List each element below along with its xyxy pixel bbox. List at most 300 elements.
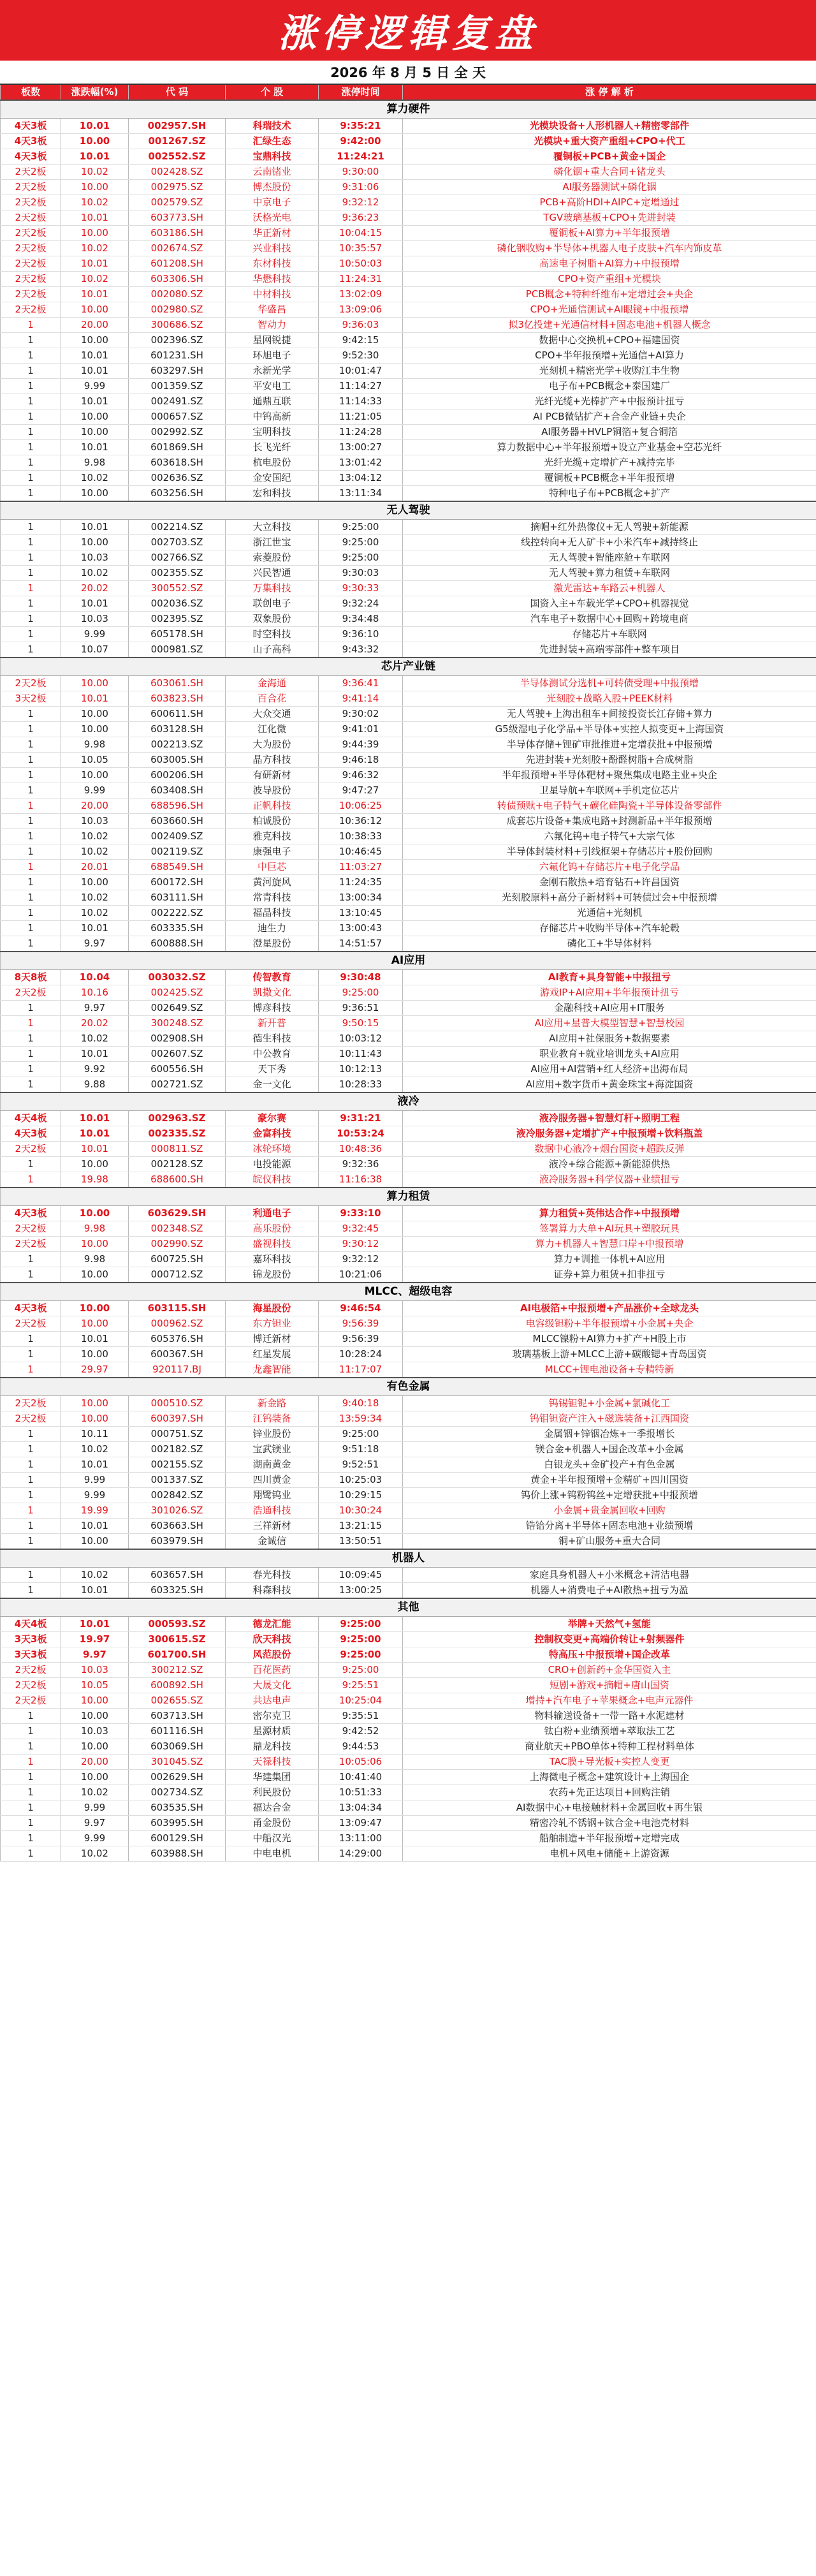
table-row bbox=[1, 890, 816, 906]
stock-name: 三祥新材 bbox=[226, 1519, 319, 1534]
stock-code: 600367.SH bbox=[129, 1347, 226, 1362]
stock-name: 博杰股份 bbox=[226, 180, 319, 195]
limit-up-time: 9:46:54 bbox=[319, 1301, 403, 1316]
board-count: 2天2板 bbox=[1, 1693, 61, 1709]
stock-code: 002734.SZ bbox=[129, 1785, 226, 1800]
stock-code: 600556.SH bbox=[129, 1062, 226, 1077]
header-change: 涨跌幅(%) bbox=[61, 85, 129, 100]
table-row bbox=[1, 1411, 816, 1427]
limit-up-time: 10:06:25 bbox=[319, 799, 403, 814]
limit-up-reason: 职业教育+就业培训龙头+AI应用 bbox=[403, 1047, 816, 1062]
stock-code: 603988.SH bbox=[129, 1846, 226, 1862]
board-count: 1 bbox=[1, 799, 61, 814]
stock-name: 百合花 bbox=[226, 691, 319, 707]
limit-up-reason: MLCC镍粉+AI算力+扩产+H股上市 bbox=[403, 1332, 816, 1347]
stock-code: 603535.SH bbox=[129, 1800, 226, 1816]
stock-code: 603069.SH bbox=[129, 1739, 226, 1755]
stock-code: 002963.SZ bbox=[129, 1111, 226, 1126]
limit-up-time: 11:24:31 bbox=[319, 272, 403, 287]
table-row bbox=[1, 1709, 816, 1724]
board-count: 1 bbox=[1, 722, 61, 737]
change-pct: 20.00 bbox=[61, 799, 129, 814]
limit-up-reason: 光刻胶+战略入股+PEEK材料 bbox=[403, 691, 816, 707]
limit-up-reason: 游戏IP+AI应用+半年报预计扭亏 bbox=[403, 985, 816, 1001]
stock-name: 锦龙股份 bbox=[226, 1267, 319, 1283]
stock-name: 中电电机 bbox=[226, 1846, 319, 1862]
limit-up-time: 10:03:12 bbox=[319, 1031, 403, 1047]
board-count: 4天3板 bbox=[1, 1126, 61, 1142]
board-count: 2天2板 bbox=[1, 1237, 61, 1252]
limit-up-reason: 覆铜板+PCB概念+半年报预增 bbox=[403, 471, 816, 486]
limit-up-time: 9:36:23 bbox=[319, 210, 403, 226]
board-count: 3天3板 bbox=[1, 1647, 61, 1663]
stock-name: 福达合金 bbox=[226, 1800, 319, 1816]
table-row bbox=[1, 1031, 816, 1047]
limit-up-reason: 光通信+光刻机 bbox=[403, 906, 816, 921]
change-pct: 10.02 bbox=[61, 165, 129, 180]
stock-code: 300615.SZ bbox=[129, 1632, 226, 1647]
table-row bbox=[1, 1831, 816, 1846]
change-pct: 10.01 bbox=[61, 440, 129, 455]
stock-name: 宝武镁业 bbox=[226, 1442, 319, 1457]
change-pct: 10.00 bbox=[61, 302, 129, 318]
stock-code: 301026.SZ bbox=[129, 1503, 226, 1519]
limit-up-time: 9:35:21 bbox=[319, 119, 403, 134]
table-row bbox=[1, 627, 816, 642]
limit-up-reason: 覆铜板+PCB+黄金+国企 bbox=[403, 149, 816, 165]
limit-up-reason: 半导体封装材料+引线框架+存储芯片+股份回购 bbox=[403, 844, 816, 860]
limit-up-reason: 物料输送设备+一带一路+水泥建材 bbox=[403, 1709, 816, 1724]
table-row bbox=[1, 722, 816, 737]
board-count: 2天2板 bbox=[1, 1411, 61, 1427]
board-count: 1 bbox=[1, 627, 61, 642]
board-count: 1 bbox=[1, 520, 61, 535]
board-count: 1 bbox=[1, 1709, 61, 1724]
board-count: 1 bbox=[1, 333, 61, 348]
stock-name: 嘉环科技 bbox=[226, 1252, 319, 1267]
limit-up-reason: 机器人+消费电子+AI散热+扭亏为盈 bbox=[403, 1583, 816, 1599]
board-count: 1 bbox=[1, 1332, 61, 1347]
table-row bbox=[1, 1442, 816, 1457]
table-row bbox=[1, 1347, 816, 1362]
change-pct: 10.00 bbox=[61, 1396, 129, 1411]
limit-up-reason: 六氟化钨+电子特气+大宗气体 bbox=[403, 829, 816, 844]
stock-name: 科森科技 bbox=[226, 1583, 319, 1599]
table-body bbox=[1, 100, 816, 1862]
limit-up-reason: 证券+算力租赁+扣非扭亏 bbox=[403, 1267, 816, 1283]
limit-up-time: 13:59:34 bbox=[319, 1411, 403, 1427]
board-count: 2天2板 bbox=[1, 226, 61, 241]
board-count: 1 bbox=[1, 1800, 61, 1816]
limit-up-reason: 金融科技+AI应用+IT服务 bbox=[403, 1001, 816, 1016]
board-count: 1 bbox=[1, 596, 61, 612]
change-pct: 10.00 bbox=[61, 1739, 129, 1755]
limit-up-reason: AI应用+社保服务+数据要素 bbox=[403, 1031, 816, 1047]
limit-up-time: 9:52:51 bbox=[319, 1457, 403, 1473]
table-row bbox=[1, 970, 816, 985]
stock-code: 605178.SH bbox=[129, 627, 226, 642]
limit-up-reason: 白银龙头+金矿投产+有色金属 bbox=[403, 1457, 816, 1473]
board-count: 4天3板 bbox=[1, 149, 61, 165]
limit-up-reason: 无人驾驶+智能座舱+车联网 bbox=[403, 550, 816, 566]
change-pct: 10.05 bbox=[61, 753, 129, 768]
board-count: 2天2板 bbox=[1, 272, 61, 287]
board-count: 1 bbox=[1, 612, 61, 627]
board-count: 1 bbox=[1, 1770, 61, 1785]
table-row bbox=[1, 1816, 816, 1831]
board-count: 2天2板 bbox=[1, 256, 61, 272]
stock-name: 宝明科技 bbox=[226, 425, 319, 440]
limit-up-time: 9:30:48 bbox=[319, 970, 403, 985]
change-pct: 29.97 bbox=[61, 1362, 129, 1378]
stock-name: 东方钽业 bbox=[226, 1316, 319, 1332]
limit-up-time: 9:33:10 bbox=[319, 1206, 403, 1221]
sector-name: 芯片产业链 bbox=[1, 658, 816, 676]
change-pct: 9.99 bbox=[61, 1831, 129, 1846]
sector-name: 无人驾驶 bbox=[1, 501, 816, 520]
sector-name: MLCC、超级电容 bbox=[1, 1283, 816, 1301]
limit-up-time: 13:00:25 bbox=[319, 1583, 403, 1599]
board-count: 1 bbox=[1, 1047, 61, 1062]
change-pct: 10.00 bbox=[61, 226, 129, 241]
limit-up-reason: 金刚石散热+培育钻石+许昌国资 bbox=[403, 875, 816, 890]
limit-up-time: 9:25:00 bbox=[319, 550, 403, 566]
table-row bbox=[1, 1473, 816, 1488]
limit-up-time: 13:00:34 bbox=[319, 890, 403, 906]
limit-up-reason: 数据中心液冷+烟台国资+超跌反弹 bbox=[403, 1142, 816, 1157]
stock-code: 601700.SH bbox=[129, 1647, 226, 1663]
stock-code: 003032.SZ bbox=[129, 970, 226, 985]
stock-code: 002036.SZ bbox=[129, 596, 226, 612]
change-pct: 10.02 bbox=[61, 1846, 129, 1862]
table-row bbox=[1, 1077, 816, 1093]
limit-up-reason: 液冷服务器+科学仪器+业绩扭亏 bbox=[403, 1172, 816, 1188]
limit-up-time: 13:02:09 bbox=[319, 287, 403, 302]
stock-name: 电投能源 bbox=[226, 1157, 319, 1172]
limit-up-reason: 磷化铟+重大合同+锗龙头 bbox=[403, 165, 816, 180]
limit-up-time: 10:11:43 bbox=[319, 1047, 403, 1062]
limit-up-time: 11:03:27 bbox=[319, 860, 403, 875]
board-count: 2天2板 bbox=[1, 210, 61, 226]
stock-code: 002721.SZ bbox=[129, 1077, 226, 1093]
stock-code: 002655.SZ bbox=[129, 1693, 226, 1709]
stock-code: 002491.SZ bbox=[129, 394, 226, 409]
limit-up-reason: 钨价上涨+钨粉钨丝+定增获批+中报预增 bbox=[403, 1488, 816, 1503]
board-count: 1 bbox=[1, 566, 61, 581]
board-count: 4天3板 bbox=[1, 134, 61, 149]
stock-name: 金富科技 bbox=[226, 1126, 319, 1142]
limit-up-time: 10:53:24 bbox=[319, 1126, 403, 1142]
stock-name: 兴业科技 bbox=[226, 241, 319, 256]
limit-up-time: 11:14:33 bbox=[319, 394, 403, 409]
stock-name: 科瑞技术 bbox=[226, 119, 319, 134]
limit-up-time: 13:09:47 bbox=[319, 1816, 403, 1831]
change-pct: 9.98 bbox=[61, 737, 129, 753]
stock-name: 锌业股份 bbox=[226, 1427, 319, 1442]
limit-up-reason: CPO+半年报预增+光通信+AI算力 bbox=[403, 348, 816, 364]
board-count: 1 bbox=[1, 440, 61, 455]
stock-name: 金海通 bbox=[226, 676, 319, 691]
limit-up-reason: 数据中心交换机+CPO+福建国资 bbox=[403, 333, 816, 348]
table-row bbox=[1, 737, 816, 753]
table-row bbox=[1, 985, 816, 1001]
limit-up-time: 9:41:14 bbox=[319, 691, 403, 707]
stock-code: 002703.SZ bbox=[129, 535, 226, 550]
board-count: 1 bbox=[1, 860, 61, 875]
table-row bbox=[1, 1846, 816, 1862]
sector-name: 机器人 bbox=[1, 1549, 816, 1568]
limit-up-time: 9:32:24 bbox=[319, 596, 403, 612]
limit-up-time: 11:24:21 bbox=[319, 149, 403, 165]
change-pct: 10.03 bbox=[61, 814, 129, 829]
board-count: 1 bbox=[1, 535, 61, 550]
limit-up-time: 11:14:27 bbox=[319, 379, 403, 394]
change-pct: 10.01 bbox=[61, 1047, 129, 1062]
limit-up-reason: PCB概念+特种纤维布+定增过会+央企 bbox=[403, 287, 816, 302]
stock-name: 沃格光电 bbox=[226, 210, 319, 226]
board-count: 4天4板 bbox=[1, 1617, 61, 1632]
limit-up-reason: 举牌+天然气+氢能 bbox=[403, 1617, 816, 1632]
stock-name: 正帆科技 bbox=[226, 799, 319, 814]
table-row bbox=[1, 226, 816, 241]
stock-code: 002636.SZ bbox=[129, 471, 226, 486]
board-count: 1 bbox=[1, 1442, 61, 1457]
table-row bbox=[1, 1534, 816, 1550]
limit-up-time: 10:21:06 bbox=[319, 1267, 403, 1283]
stock-name: 山子高科 bbox=[226, 642, 319, 658]
limit-up-time: 9:25:00 bbox=[319, 1663, 403, 1678]
table-row bbox=[1, 1016, 816, 1031]
board-count: 1 bbox=[1, 1062, 61, 1077]
stock-code: 002552.SZ bbox=[129, 149, 226, 165]
stock-code: 603005.SH bbox=[129, 753, 226, 768]
board-count: 1 bbox=[1, 1362, 61, 1378]
board-count: 4天4板 bbox=[1, 1111, 61, 1126]
limit-up-reason: 先进封装+高端零部件+整车项目 bbox=[403, 642, 816, 658]
stock-name: 索菱股份 bbox=[226, 550, 319, 566]
limit-up-reason: 家庭具身机器人+小米概念+清洁电器 bbox=[403, 1568, 816, 1583]
table-row bbox=[1, 409, 816, 425]
stock-code: 002409.SZ bbox=[129, 829, 226, 844]
change-pct: 10.01 bbox=[61, 348, 129, 364]
stock-code: 002992.SZ bbox=[129, 425, 226, 440]
sector-header bbox=[1, 501, 816, 520]
limit-up-reason: 线控转向+无人矿卡+小米汽车+减持终止 bbox=[403, 535, 816, 550]
change-pct: 10.02 bbox=[61, 272, 129, 287]
board-count: 1 bbox=[1, 409, 61, 425]
change-pct: 10.00 bbox=[61, 409, 129, 425]
change-pct: 10.01 bbox=[61, 364, 129, 379]
stock-code: 600206.SH bbox=[129, 768, 226, 783]
table-row bbox=[1, 612, 816, 627]
stock-code: 002428.SZ bbox=[129, 165, 226, 180]
change-pct: 10.03 bbox=[61, 550, 129, 566]
limit-up-reason: TAC膜+导光板+实控人变更 bbox=[403, 1755, 816, 1770]
stock-name: 盛视科技 bbox=[226, 1237, 319, 1252]
change-pct: 9.92 bbox=[61, 1062, 129, 1077]
board-count: 4天3板 bbox=[1, 119, 61, 134]
change-pct: 10.00 bbox=[61, 333, 129, 348]
limit-up-reason: 玻璃基板上游+MLCC上游+碳酸锶+青岛国资 bbox=[403, 1347, 816, 1362]
board-count: 1 bbox=[1, 550, 61, 566]
header-reason: 涨 停 解 析 bbox=[403, 85, 816, 100]
limit-up-reason: 小金属+贵金属回收+回购 bbox=[403, 1503, 816, 1519]
change-pct: 9.99 bbox=[61, 783, 129, 799]
limit-up-reason: 摘帽+红外热像仪+无人驾驶+新能源 bbox=[403, 520, 816, 535]
limit-up-reason: CPO+光通信测试+AI眼镜+中报预增 bbox=[403, 302, 816, 318]
limit-up-reason: AI教育+具身智能+中报扭亏 bbox=[403, 970, 816, 985]
stock-name: 华懋科技 bbox=[226, 272, 319, 287]
stock-code: 600172.SH bbox=[129, 875, 226, 890]
limit-up-time: 10:09:45 bbox=[319, 1568, 403, 1583]
stock-name: 晶方科技 bbox=[226, 753, 319, 768]
limit-up-reason: 光刻机+精密光学+收购江丰生物 bbox=[403, 364, 816, 379]
stock-code: 000593.SZ bbox=[129, 1617, 226, 1632]
limit-up-reason: 存储芯片+车联网 bbox=[403, 627, 816, 642]
limit-up-time: 9:32:45 bbox=[319, 1221, 403, 1237]
change-pct: 10.02 bbox=[61, 241, 129, 256]
limit-up-reason: 农药+先正达项目+回购注销 bbox=[403, 1785, 816, 1800]
table-row bbox=[1, 1047, 816, 1062]
change-pct: 10.00 bbox=[61, 676, 129, 691]
stock-name: 高乐股份 bbox=[226, 1221, 319, 1237]
limit-up-time: 13:01:42 bbox=[319, 455, 403, 471]
stock-code: 002908.SH bbox=[129, 1031, 226, 1047]
stock-name: 中巨芯 bbox=[226, 860, 319, 875]
table-row bbox=[1, 455, 816, 471]
limit-up-reason: 商业航天+PBO单体+特种工程材料单体 bbox=[403, 1739, 816, 1755]
limit-up-time: 9:46:32 bbox=[319, 768, 403, 783]
stock-code: 002119.SZ bbox=[129, 844, 226, 860]
table-row bbox=[1, 195, 816, 210]
board-count: 1 bbox=[1, 829, 61, 844]
stock-name: 大众交通 bbox=[226, 707, 319, 722]
stock-name: 双象股份 bbox=[226, 612, 319, 627]
board-count: 1 bbox=[1, 1831, 61, 1846]
board-count: 2天2板 bbox=[1, 1142, 61, 1157]
table-row bbox=[1, 1724, 816, 1739]
limit-up-reason: 光纤光缆+定增扩产+减持完毕 bbox=[403, 455, 816, 471]
limit-up-reason: AI PCB微钻扩产+合金产业链+央企 bbox=[403, 409, 816, 425]
limit-up-time: 13:11:34 bbox=[319, 486, 403, 502]
stock-code: 600397.SH bbox=[129, 1411, 226, 1427]
stock-code: 601208.SH bbox=[129, 256, 226, 272]
stock-name: 云南锗业 bbox=[226, 165, 319, 180]
limit-up-time: 9:25:00 bbox=[319, 1632, 403, 1647]
table-row bbox=[1, 379, 816, 394]
limit-up-time: 10:05:06 bbox=[319, 1755, 403, 1770]
change-pct: 10.02 bbox=[61, 1031, 129, 1047]
change-pct: 10.01 bbox=[61, 1617, 129, 1632]
change-pct: 10.00 bbox=[61, 180, 129, 195]
change-pct: 9.97 bbox=[61, 936, 129, 952]
stock-name: 中钨高新 bbox=[226, 409, 319, 425]
limit-up-reason: 电机+风电+储能+上游资源 bbox=[403, 1846, 816, 1862]
stock-name: 江化微 bbox=[226, 722, 319, 737]
change-pct: 9.99 bbox=[61, 627, 129, 642]
stock-code: 002980.SZ bbox=[129, 302, 226, 318]
board-count: 1 bbox=[1, 455, 61, 471]
sector-header bbox=[1, 1378, 816, 1396]
limit-up-reason: 液冷服务器+定增扩产+中报预增+饮料瓶盖 bbox=[403, 1126, 816, 1142]
sector-header bbox=[1, 100, 816, 119]
limit-up-time: 10:35:57 bbox=[319, 241, 403, 256]
limit-up-reason: 控制权变更+高端价转让+射频器件 bbox=[403, 1632, 816, 1647]
table-row bbox=[1, 1663, 816, 1678]
limit-up-reason: 磷化铟收购+半导体+机器人电子皮肤+汽车内饰皮革 bbox=[403, 241, 816, 256]
change-pct: 10.01 bbox=[61, 1519, 129, 1534]
limit-up-reason: CPO+资产重组+光模块 bbox=[403, 272, 816, 287]
stock-code: 002128.SZ bbox=[129, 1157, 226, 1172]
limit-up-time: 13:00:43 bbox=[319, 921, 403, 936]
board-count: 1 bbox=[1, 814, 61, 829]
limit-up-time: 9:25:00 bbox=[319, 535, 403, 550]
limit-up-time: 9:41:01 bbox=[319, 722, 403, 737]
stock-name: 博彦科技 bbox=[226, 1001, 319, 1016]
limit-up-time: 9:25:00 bbox=[319, 1647, 403, 1663]
limit-up-time: 10:28:33 bbox=[319, 1077, 403, 1093]
board-count: 1 bbox=[1, 642, 61, 658]
limit-up-time: 9:32:12 bbox=[319, 195, 403, 210]
board-count: 1 bbox=[1, 364, 61, 379]
stock-code: 603061.SH bbox=[129, 676, 226, 691]
change-pct: 10.00 bbox=[61, 1347, 129, 1362]
table-row bbox=[1, 1519, 816, 1534]
sector-name: 其他 bbox=[1, 1598, 816, 1617]
sector-header bbox=[1, 1598, 816, 1617]
board-count: 1 bbox=[1, 753, 61, 768]
limit-up-time: 10:50:03 bbox=[319, 256, 403, 272]
stock-name: 大立科技 bbox=[226, 520, 319, 535]
table-row bbox=[1, 1316, 816, 1332]
board-count: 1 bbox=[1, 1519, 61, 1534]
stock-code: 603408.SH bbox=[129, 783, 226, 799]
board-count: 1 bbox=[1, 875, 61, 890]
board-count: 2天2板 bbox=[1, 287, 61, 302]
board-count: 3天2板 bbox=[1, 691, 61, 707]
limit-up-reason: AI电极箔+中报预增+产品涨价+全球龙头 bbox=[403, 1301, 816, 1316]
table-row bbox=[1, 1800, 816, 1816]
stock-code: 603773.SH bbox=[129, 210, 226, 226]
limit-up-reason: 上海微电子概念+建筑设计+上海国企 bbox=[403, 1770, 816, 1785]
sector-header bbox=[1, 658, 816, 676]
table-row bbox=[1, 1221, 816, 1237]
change-pct: 9.98 bbox=[61, 455, 129, 471]
change-pct: 10.00 bbox=[61, 1316, 129, 1332]
table-row bbox=[1, 287, 816, 302]
limit-up-reason: AI服务器+HVLP铜箔+复合铜箔 bbox=[403, 425, 816, 440]
stock-name: 中京电子 bbox=[226, 195, 319, 210]
stock-code: 002213.SZ bbox=[129, 737, 226, 753]
board-count: 1 bbox=[1, 1473, 61, 1488]
stock-code: 603657.SH bbox=[129, 1568, 226, 1583]
limit-up-time: 13:09:06 bbox=[319, 302, 403, 318]
change-pct: 10.02 bbox=[61, 844, 129, 860]
board-count: 1 bbox=[1, 1503, 61, 1519]
change-pct: 10.00 bbox=[61, 1157, 129, 1172]
stock-code: 601869.SH bbox=[129, 440, 226, 455]
stock-name: 波导股份 bbox=[226, 783, 319, 799]
board-count: 4天3板 bbox=[1, 1206, 61, 1221]
table-row bbox=[1, 860, 816, 875]
limit-up-reason: 钨钼钽资产注入+磁选装备+江西国资 bbox=[403, 1411, 816, 1427]
board-count: 1 bbox=[1, 707, 61, 722]
table-row bbox=[1, 1157, 816, 1172]
limit-up-table bbox=[0, 85, 816, 1862]
stock-code: 002579.SZ bbox=[129, 195, 226, 210]
limit-up-time: 9:44:39 bbox=[319, 737, 403, 753]
limit-up-reason: 特种电子布+PCB概念+扩产 bbox=[403, 486, 816, 502]
